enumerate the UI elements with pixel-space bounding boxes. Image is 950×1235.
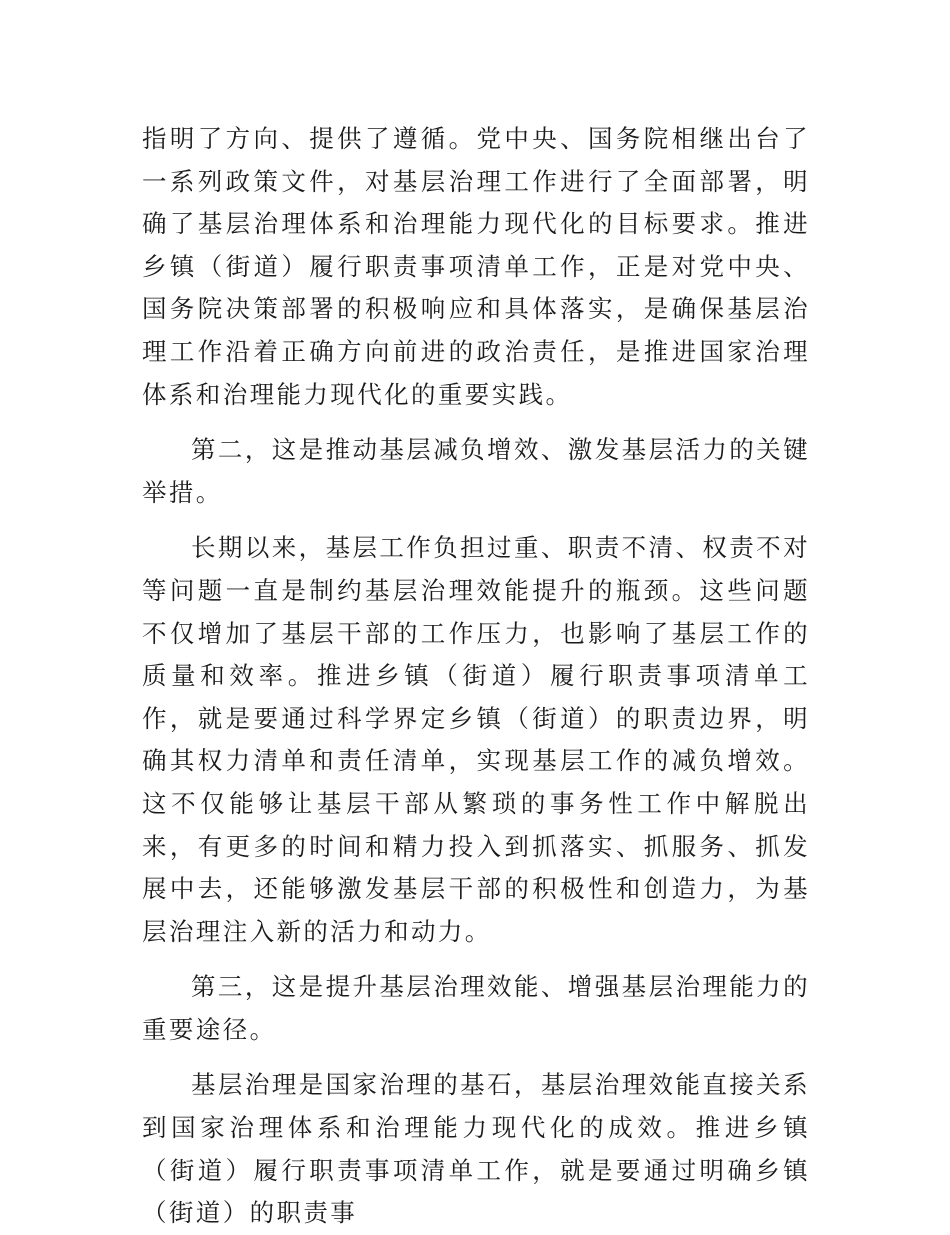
paragraph-second-body: 长期以来，基层工作负担过重、职责不清、权责不对等问题一直是制约基层治理效能提升的瓶颈。这些问题不仅增加了基层干部的工作压力，也影响了基层工作的质量和效率。推进乡镇（街道）履行职责事项清单工作，就是要通过科学界定乡镇（街道）的职责边界，明确其权力清单和责任清单，实现基层工作的减负增效。这不仅能够让基层干部从繁琐的事务性工作中解脱出来，有更多的时间和精力投入到抓落实、抓服务、抓发展中去，还能够激发基层干部的积极性和创造力，为基层治理注入新的活力和动力。 bbox=[142, 533, 810, 946]
section-heading-second: 第二，这是推动基层减负增效、激发基层活力的关键举措。 bbox=[142, 435, 810, 507]
section-heading-third: 第三，这是提升基层治理效能、增强基层治理能力的重要途径。 bbox=[142, 972, 810, 1044]
paragraph-continuation: 指明了方向、提供了遵循。党中央、国务院相继出台了一系列政策文件，对基层治理工作进行了全面部署，明确了基层治理体系和治理能力现代化的目标要求。推进乡镇（街道）履行职责事项清单工作，正是对党中央、国务院决策部署的积极响应和具体落实，是确保基层治理工作沿着正确方向前进的政治责任，是推进国家治理体系和治理能力现代化的重要实践。 bbox=[142, 124, 810, 409]
paragraph-third-body: 基层治理是国家治理的基石，基层治理效能直接关系到国家治理体系和治理能力现代化的成效。推进乡镇（街道）履行职责事项清单工作，就是要通过明确乡镇（街道）的职责事 bbox=[142, 1070, 810, 1228]
document-body bbox=[142, 118, 810, 1235]
